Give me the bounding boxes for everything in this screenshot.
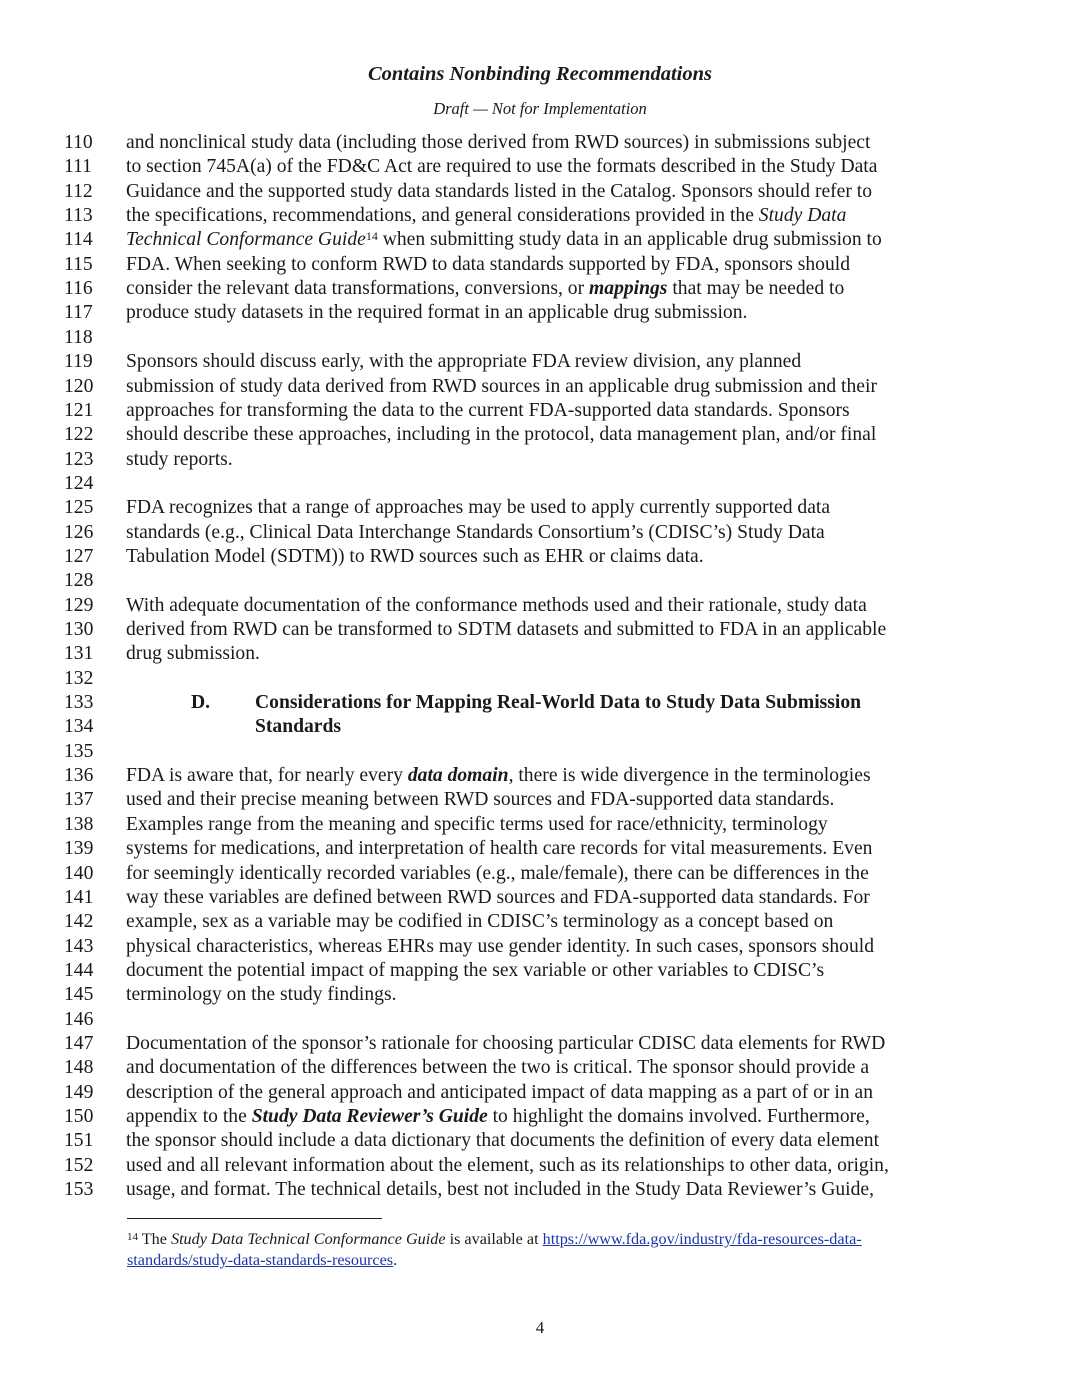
text-run: example, sex as a variable may be codified in CDISC’s terminology as a concept based on (126, 911, 834, 933)
line-text (126, 910, 833, 934)
line-number: 136 (64, 765, 94, 787)
line-text (126, 862, 869, 886)
document-line (0, 740, 1080, 764)
line-text (126, 788, 834, 812)
document-line (0, 642, 1080, 666)
line-text (126, 959, 824, 983)
document-line (0, 715, 1080, 739)
line-text (126, 1178, 874, 1202)
emphasized-text: Technical Conformance Guide (126, 229, 366, 251)
emphasized-text: mappings (589, 278, 668, 300)
footnote-reference: 14 (365, 229, 378, 244)
text-run: document the potential impact of mapping the sex variable or other variables to CDISC’s (126, 959, 825, 981)
emphasized-text: Study Data (758, 205, 847, 227)
line-number: 132 (64, 667, 94, 689)
line-text (126, 813, 828, 837)
document-line (0, 472, 1080, 496)
line-number: 147 (64, 1032, 94, 1054)
line-text (126, 545, 704, 569)
line-number: 118 (64, 326, 93, 348)
line-text (126, 935, 874, 959)
document-line (0, 959, 1080, 983)
section-heading: Considerations for Mapping Real-World Data to Study Data Submission (255, 692, 862, 714)
document-line (0, 886, 1080, 910)
text-run: that may be needed to (667, 278, 845, 300)
line-number: 113 (64, 205, 93, 227)
line-number: 120 (64, 375, 94, 397)
line-number: 137 (64, 789, 94, 811)
line-number: 145 (64, 984, 94, 1006)
line-number: 150 (64, 1106, 94, 1127)
document-line (0, 228, 1080, 252)
line-text (126, 423, 876, 447)
text-run: the sponsor should include a data dictionary that documents the definition of every data element (126, 1130, 880, 1152)
line-text (126, 594, 867, 618)
section-heading: Standards (255, 716, 342, 738)
document-line (0, 1081, 1080, 1105)
document-line (0, 862, 1080, 886)
text-run: Examples range from the meaning and specific terms used for race/ethnicity, terminology (126, 813, 828, 835)
line-text (126, 277, 844, 301)
line-text (126, 253, 850, 277)
footnote-line-2 (127, 1250, 957, 1271)
document-line (0, 813, 1080, 837)
text-run: standards (e.g., Clinical Data Interchange Standards Consortium’s (CDISC’s) Study Data (126, 521, 825, 543)
document-line (0, 545, 1080, 569)
text-run: derived from RWD can be transformed to SDTM datasets and submitted to FDA in an applicable (126, 619, 887, 640)
document-line (0, 667, 1080, 691)
line-number: 133 (64, 692, 94, 714)
page-number: 4 (535, 1318, 545, 1337)
text-run: study reports. (126, 448, 233, 470)
line-number: 128 (64, 570, 94, 592)
footnote-marker: 14 (127, 1231, 138, 1243)
line-number: 127 (64, 545, 94, 567)
line-number: 115 (64, 253, 93, 275)
document-line (0, 1178, 1080, 1202)
line-text (126, 1032, 885, 1056)
text-run: With adequate documentation of the conformance methods used and their rationale, study data (126, 594, 867, 616)
text-run: and documentation of the differences between the two is critical. The sponsor should provide a (126, 1057, 870, 1079)
document-line (0, 569, 1080, 593)
footnote-suffix: . (393, 1251, 398, 1269)
text-run: consider the relevant data transformations, conversions, or (126, 278, 590, 300)
text-run: should describe these approaches, including in the protocol, data management plan, and/or final (126, 424, 877, 446)
line-text (126, 180, 872, 204)
footnote-link-part-1[interactable]: https://www.fda.gov/industry/fda-resources-data- (542, 1230, 862, 1248)
document-line (0, 691, 1080, 715)
line-number: 149 (64, 1081, 94, 1103)
text-run: terminology on the study findings. (126, 984, 397, 1006)
line-number: 122 (64, 424, 94, 446)
line-text (126, 448, 233, 472)
document-line (0, 350, 1080, 374)
line-text (126, 1129, 879, 1153)
text-run: when submitting study data in an applicable drug submission to (377, 229, 882, 251)
text-run: FDA is aware that, for nearly every (126, 765, 408, 787)
document-line (0, 326, 1080, 350)
document-line (0, 764, 1080, 788)
line-text (126, 764, 871, 788)
footnote-line-1 (127, 1229, 957, 1250)
line-text (126, 375, 877, 399)
document-line (0, 301, 1080, 325)
line-number: 152 (64, 1154, 94, 1176)
text-run: Documentation of the sponsor’s rationale for choosing particular CDISC data elements for RWD (126, 1032, 886, 1054)
text-run: used and all relevant information about the element, such as its relationships to other data, origin, (126, 1154, 889, 1176)
line-number: 148 (64, 1057, 94, 1079)
text-run: Sponsors should discuss early, with the appropriate FDA review division, any planned (126, 351, 802, 373)
line-text (126, 618, 886, 642)
line-text (126, 155, 877, 179)
text-run: to highlight the domains involved. Furthermore, (487, 1106, 870, 1127)
line-number: 142 (64, 911, 94, 933)
line-number: 140 (64, 862, 94, 884)
document-line (0, 155, 1080, 179)
text-run: systems for medications, and interpretation of health care records for vital measurements. Even (126, 838, 873, 860)
line-number: 124 (64, 472, 94, 494)
text-run: produce study datasets in the required format in an applicable drug submission. (126, 302, 748, 324)
line-number: 119 (64, 351, 93, 373)
footnote-link-part-2[interactable]: standards/study-data-standards-resources (127, 1251, 394, 1269)
document-line (0, 788, 1080, 812)
document-line (0, 618, 1080, 642)
text-run: Guidance and the supported study data standards listed in the Catalog. Sponsors should refer to (126, 180, 873, 202)
document-line (0, 983, 1080, 1007)
document-line (0, 1129, 1080, 1153)
line-text (126, 399, 850, 423)
line-number: 131 (64, 643, 94, 665)
text-run: FDA. When seeking to conform RWD to data standards supported by FDA, sponsors should (126, 253, 850, 275)
footnote-separator (127, 1218, 382, 1219)
document-line (0, 1154, 1080, 1178)
document-line (0, 496, 1080, 520)
line-text (126, 521, 825, 545)
text-run: Tabulation Model (SDTM)) to RWD sources such as EHR or claims data. (126, 545, 704, 567)
line-number: 138 (64, 813, 94, 835)
line-number: 143 (64, 935, 94, 957)
emphasized-text: data domain (407, 765, 509, 787)
line-number: 135 (64, 740, 94, 762)
document-line (0, 594, 1080, 618)
text-run: way these variables are defined between RWD sources and FDA-supported data standards. For (126, 886, 870, 908)
document-line (0, 1105, 1080, 1129)
line-number: 125 (64, 497, 94, 519)
text-run: FDA recognizes that a range of approaches may be used to apply currently supported data (126, 497, 831, 519)
line-text (126, 1154, 889, 1178)
line-number: 110 (64, 132, 93, 153)
footnote-guide-title: Study Data Technical Conformance Guide (170, 1230, 446, 1248)
line-text (126, 1056, 869, 1080)
line-text (126, 350, 801, 374)
line-number: 121 (64, 399, 94, 421)
line-text (126, 837, 872, 861)
text-run: used and their precise meaning between RWD sources and FDA-supported data standards. (126, 789, 835, 811)
line-text (126, 228, 882, 252)
text-run: to section 745A(a) of the FD&C Act are required to use the formats described in the Study Data (126, 156, 878, 178)
line-number: 130 (64, 619, 94, 640)
line-number: 153 (64, 1179, 94, 1201)
document-line (0, 1008, 1080, 1032)
document-line (0, 423, 1080, 447)
line-text (126, 204, 846, 228)
text-run: submission of study data derived from RWD sources in an applicable drug submission and their (126, 375, 877, 397)
document-line (0, 375, 1080, 399)
footnote-prefix: The (138, 1230, 171, 1248)
document-line (0, 935, 1080, 959)
line-number: 126 (64, 521, 94, 543)
text-run: the specifications, recommendations, and general considerations provided in the (126, 205, 759, 227)
line-text (126, 1081, 873, 1105)
line-text (126, 301, 747, 325)
line-text (126, 131, 870, 155)
line-text (126, 496, 830, 520)
emphasized-text: Study Data Reviewer’s Guide (251, 1106, 488, 1127)
line-number: 141 (64, 886, 94, 908)
document-line (0, 448, 1080, 472)
line-text (126, 886, 870, 910)
line-number: 116 (64, 278, 93, 300)
line-number: 111 (64, 156, 92, 178)
document-line (0, 277, 1080, 301)
line-text (126, 642, 260, 666)
document-line (0, 910, 1080, 934)
line-number: 129 (64, 594, 94, 616)
running-header-subtitle: Draft — Not for Implementation (433, 99, 647, 118)
running-header-title: Contains Nonbinding Recommendations (367, 63, 713, 85)
line-number: 123 (64, 448, 94, 470)
line-number: 114 (64, 229, 93, 251)
document-line (0, 1032, 1080, 1056)
text-run: description of the general approach and anticipated impact of data mapping as a part of or in an (126, 1081, 873, 1103)
line-number: 151 (64, 1130, 94, 1152)
line-number: 134 (64, 716, 94, 738)
line-text (126, 1105, 870, 1129)
document-line (0, 399, 1080, 423)
text-run: appendix to the (126, 1106, 252, 1127)
footnote-middle: is available at (445, 1230, 543, 1248)
text-run: physical characteristics, whereas EHRs may use gender identity. In such cases, sponsors should (126, 935, 874, 957)
line-number: 112 (64, 180, 93, 202)
document-line (0, 837, 1080, 861)
text-run: usage, and format. The technical details, best not included in the Study Data Reviewer’s Guide, (126, 1179, 874, 1201)
section-heading-letter: D. (191, 692, 211, 714)
document-line (0, 521, 1080, 545)
line-number: 146 (64, 1008, 94, 1030)
text-run: drug submission. (126, 643, 260, 665)
document-line (0, 204, 1080, 228)
document-line (0, 131, 1080, 155)
document-line (0, 253, 1080, 277)
line-number: 144 (64, 959, 94, 981)
document-line (0, 1056, 1080, 1080)
text-run: for seemingly identically recorded variables (e.g., male/female), there can be differences in the (126, 862, 869, 884)
text-run: , there is wide divergence in the terminologies (508, 765, 871, 787)
text-run: and nonclinical study data (including those derived from RWD sources) in submissions subject (126, 132, 871, 153)
line-number: 139 (64, 838, 94, 860)
line-number: 117 (64, 302, 93, 324)
line-text (126, 983, 397, 1007)
text-run: approaches for transforming the data to the current FDA-supported data standards. Sponsors (126, 399, 850, 421)
document-line (0, 180, 1080, 204)
